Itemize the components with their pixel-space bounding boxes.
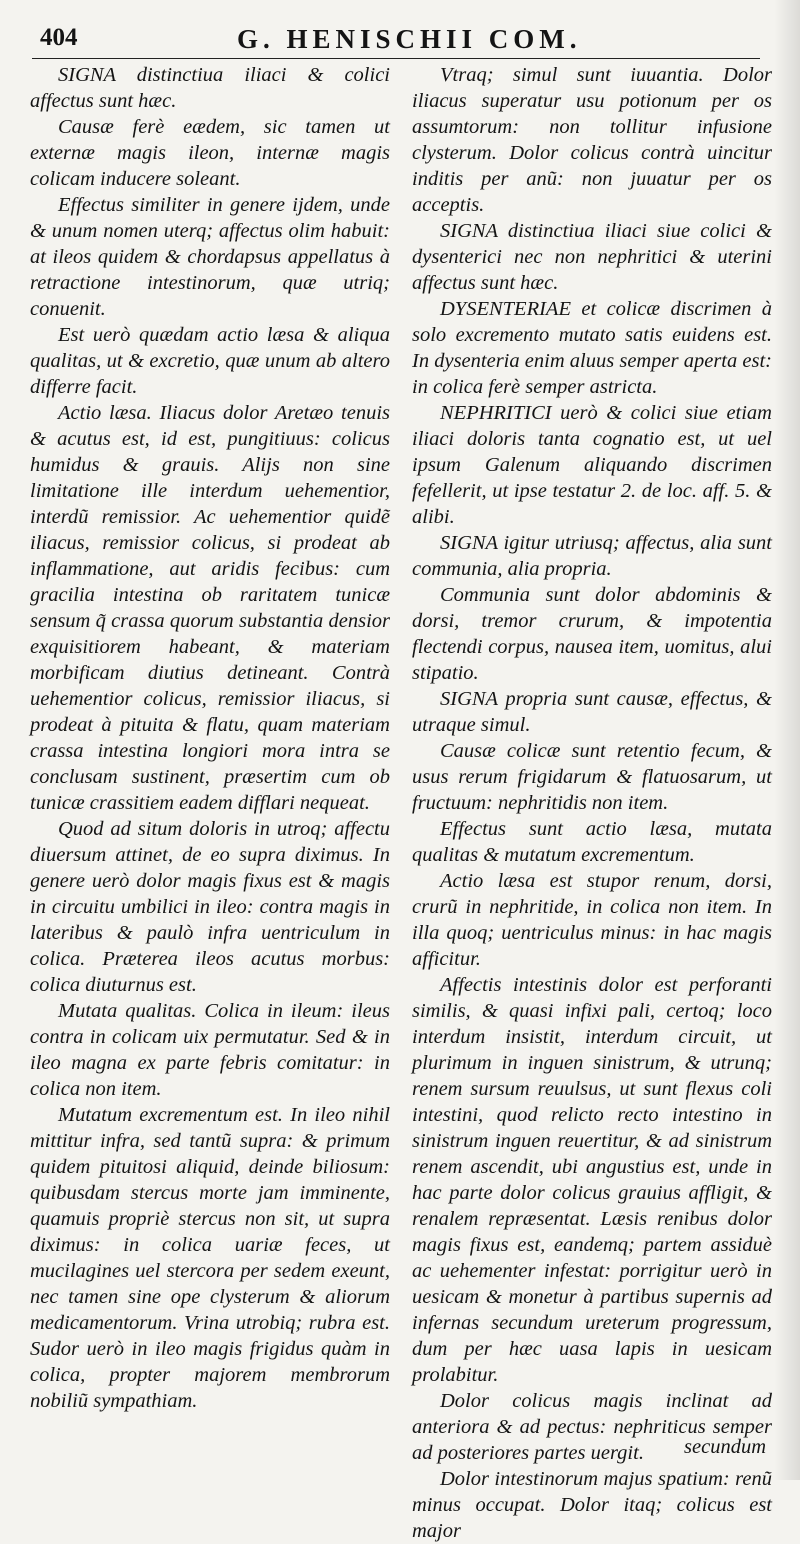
running-head [32,24,760,59]
page-edge-shadow [774,0,800,1480]
paragraph: Communia sunt dolor abdominis & dorsi, tremor crurum, & impotentia flectendi corpus, nausea item, uomitus, alui stipatio. [412,584,772,684]
paragraph: Quod ad situm doloris in utroq; affectu diuersum attinet, de eo supra diximus. In genere uerò dolor magis fixus est & magis in circuitu umbilici in ileo: contra magis in lateribus & paulò infra uentriculum in colica. Præterea ileos acutus morbus: colica diuturnus est. [30,818,390,996]
paragraph: Affectis intestinis dolor est perforanti similis, & quasi infixi pali, certoq; loco interdum insistit, interdum circuit, ut plurimum in inguen sinistrum, & utrunq; renem sursum reuulsus, ut sunt flexus coli intestini, quod relicto recto intestino in sinistrum inguen reuertitur, & ad sinistrum renem ascendit, ubi angustius est, unde in hac parte dolor colicus grauius affligit, & renalem repræsentat. Læsis renibus dolor magis fixus est, eandemq; partem assiduè ac uehementer infestat: porrigitur uerò in uesicam & monetur à partibus supernis ad infernas secundum ureterum progressum, dum per hæc uasa lapis in uesicam prolabitur. [412,974,772,1386]
paragraph: SIGNA propria sunt causæ, effectus, & utraque simul. [412,688,772,736]
paragraph: NEPHRITICI uerò & colici siue etiam iliaci doloris tanta cognatio est, ut uel ipsum Galenum aliquando discrimen fefellerit, ut ipse testatur 2. de loc. aff. 5. & alibi. [412,402,772,528]
paragraph: SIGNA distinctiua iliaci siue colici & dysenterici nec non nephritici & uterini affectus sunt hæc. [412,220,772,294]
paragraph: Actio læsa est stupor renum, dorsi, crurũ in nephritide, in colica non item. In illa quoq; uentriculus minus: in hac magis afficitur. [412,870,772,970]
paragraph: DYSENTERIAE et colicæ discrimen à solo excremento mutato satis euidens est. In dysenteria enim aluus semper aperta est: in colica ferè semper astricta. [412,298,772,398]
paragraph: SIGNA igitur utriusq; affectus, alia sunt communia, alia propria. [412,532,772,580]
right-column [412,62,772,1544]
paragraph: Mutatum excrementum est. In ileo nihil mittitur infra, sed tantũ supra: & primum quidem pituitosi aliquid, deinde biliosum: quibusdam stercus morte jam imminente, quamuis propriè stercus non sit, ut supra diximus: in colica uariæ feces, ut mucilagines uel stercora per sedem exeunt, nec tamen sine ope clysterum & aliorum medicamentorum. Vrina utrobiq; rubra est. Sudor uerò in ileo magis frigidus quàm in colica, propter majorem membrorum nobiliũ sympathiam. [30,1104,390,1412]
running-title: G. HENISCHII COM. [237,24,582,54]
paragraph: Est uerò quædam actio læsa & aliqua qualitas, ut & excretio, quæ unum ab altero differre facit. [30,324,390,398]
left-column [30,62,390,1414]
paragraph: Causæ ferè eædem, sic tamen ut externæ magis ileon, internæ magis colicam inducere soleant. [30,116,390,190]
paragraph: Mutata qualitas. Colica in ileum: ileus contra in colicam uix permutatur. Sed & in ileo magna ex parte febris comitatur: in colica non item. [30,1000,390,1100]
paragraph: Actio læsa. Iliacus dolor Aretæo tenuis & acutus est, id est, pungitiuus: colicus humidus & grauis. Alijs non sine limitatione ille interdum uehementior, interdũ remissior. Ac uehementior quidẽ iliacus, remissior colicus, si prodeat ab inflammatione, aut aridis fecibus: cum gracilia intestina ob raritatem tunicæ sensum q̃ crassa quorum substantia densior exquisitiorem habeant, & materiam morbificam diutius detineant. Contrà uehementior colicus, remissior iliacus, si prodeat à pituita & flatu, quam materiam crassa intestina longiori mora intra se conclusam sustinent, præsertim cum ob tunicæ crassitiem eadem difflari nequeat. [30,402,390,814]
paragraph: Effectus similiter in genere ijdem, unde & unum nomen uterq; affectus olim habuit: at ileos quidem & chordapsus appellatus à retractione intestinorum, quæ utriq; conuenit. [30,194,390,320]
page-number: 404 [40,24,78,51]
paragraph: Causæ colicæ sunt retentio fecum, & usus rerum frigidarum & flatuosarum, ut fructuum: nephritidis non item. [412,740,772,814]
paragraph: Dolor colicus magis inclinat ad anteriora & ad pectus: nephriticus semper ad posteriores partes uergit. [412,1390,772,1464]
paragraph: SIGNA distinctiua iliaci & colici affectus sunt hæc. [30,64,390,112]
catchword: secundum [684,1436,766,1458]
paragraph: Vtraq; simul sunt iuuantia. Dolor iliacus superatur usu potionum per os assumtorum: non tollitur infusione clysterum. Dolor colicus contrà uincitur inditis per anũ: non juuatur per os acceptis. [412,64,772,216]
paragraph: Effectus sunt actio læsa, mutata qualitas & mutatum excrementum. [412,818,772,866]
paragraph: Dolor intestinorum majus spatium: renũ minus occupat. Dolor itaq; colicus est major [412,1468,772,1542]
